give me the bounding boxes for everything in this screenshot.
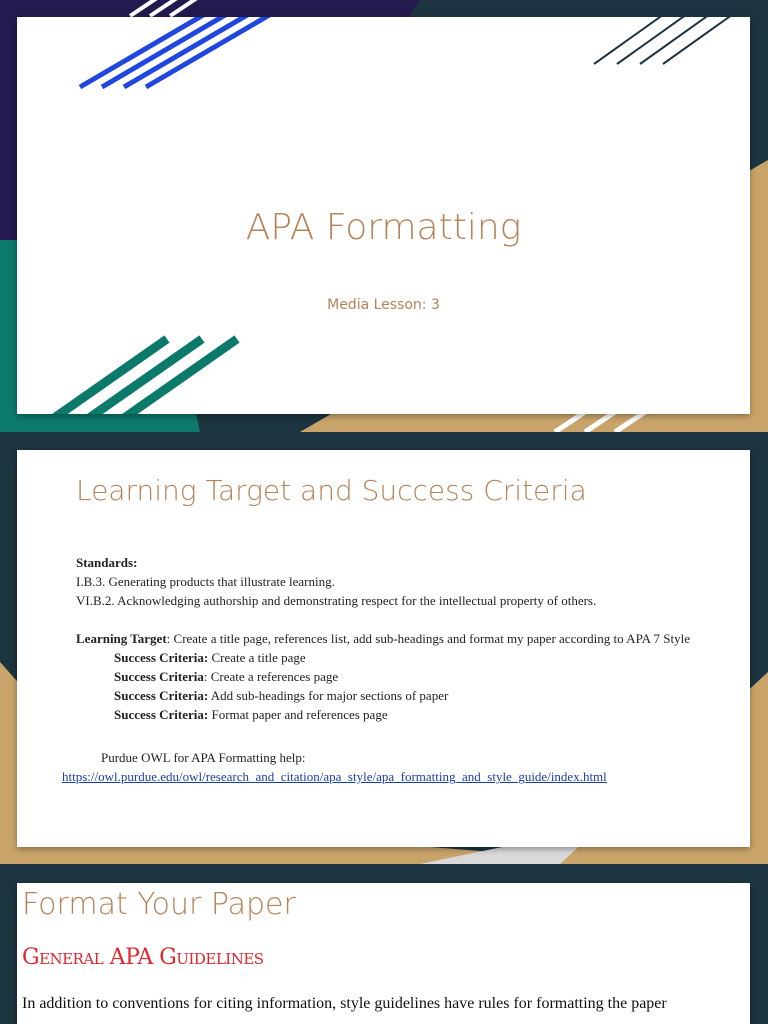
slide-heading: Format Your Paper [22, 887, 296, 922]
learning-target-label: Learning Target [76, 631, 167, 646]
slide-paragraph: In addition to conventions for citing information, style guidelines have rules for formatting the paper [22, 995, 667, 1012]
format-paper-slide [17, 883, 750, 1024]
standard-item: I.B.3. Generating products that illustrate learning. [76, 574, 335, 589]
title-slide [17, 17, 750, 414]
criteria-label: Success Criteria: [114, 707, 209, 722]
purdue-owl-link[interactable]: https://owl.purdue.edu/owl/research_and_citation/apa_style/apa_formatting_and_style_guide/index.html [62, 769, 607, 784]
success-criteria-item [76, 648, 706, 667]
owl-help-text: Purdue OWL for APA Formatting help: [101, 750, 306, 765]
criteria-label: Success Criteria: [114, 650, 209, 665]
slide-body [62, 553, 706, 786]
criteria-label: Success Criteria [114, 669, 204, 684]
presentation-subtitle: Media Lesson: 3 [327, 297, 440, 313]
standards-label: Standards: [76, 555, 138, 570]
criteria-text: Add sub-headings for major sections of paper [208, 688, 449, 703]
criteria-label: Success Criteria: [114, 688, 209, 703]
success-criteria-item [76, 705, 706, 724]
presentation-title: APA Formatting [245, 207, 522, 248]
success-criteria-item [76, 686, 706, 705]
learning-target-slide [17, 450, 750, 847]
learning-target-text: : Create a title page, references list, add sub-headings and format my paper according to APA 7 Style [166, 631, 690, 646]
slide-heading: Learning Target and Success Criteria [76, 474, 587, 507]
success-criteria-item [76, 667, 706, 686]
criteria-text: : Create a references page [203, 669, 339, 684]
format-paper-band [0, 864, 768, 1024]
criteria-text: Create a title page [208, 650, 306, 665]
title-slide-band [0, 0, 768, 432]
criteria-text: Format paper and references page [208, 707, 388, 722]
slide-subheading: General APA Guidelines [22, 945, 264, 970]
learning-target [76, 629, 706, 648]
learning-target-band [0, 432, 768, 864]
standard-item: VI.B.2. Acknowledging authorship and demonstrating respect for the intellectual property of others. [76, 593, 597, 608]
